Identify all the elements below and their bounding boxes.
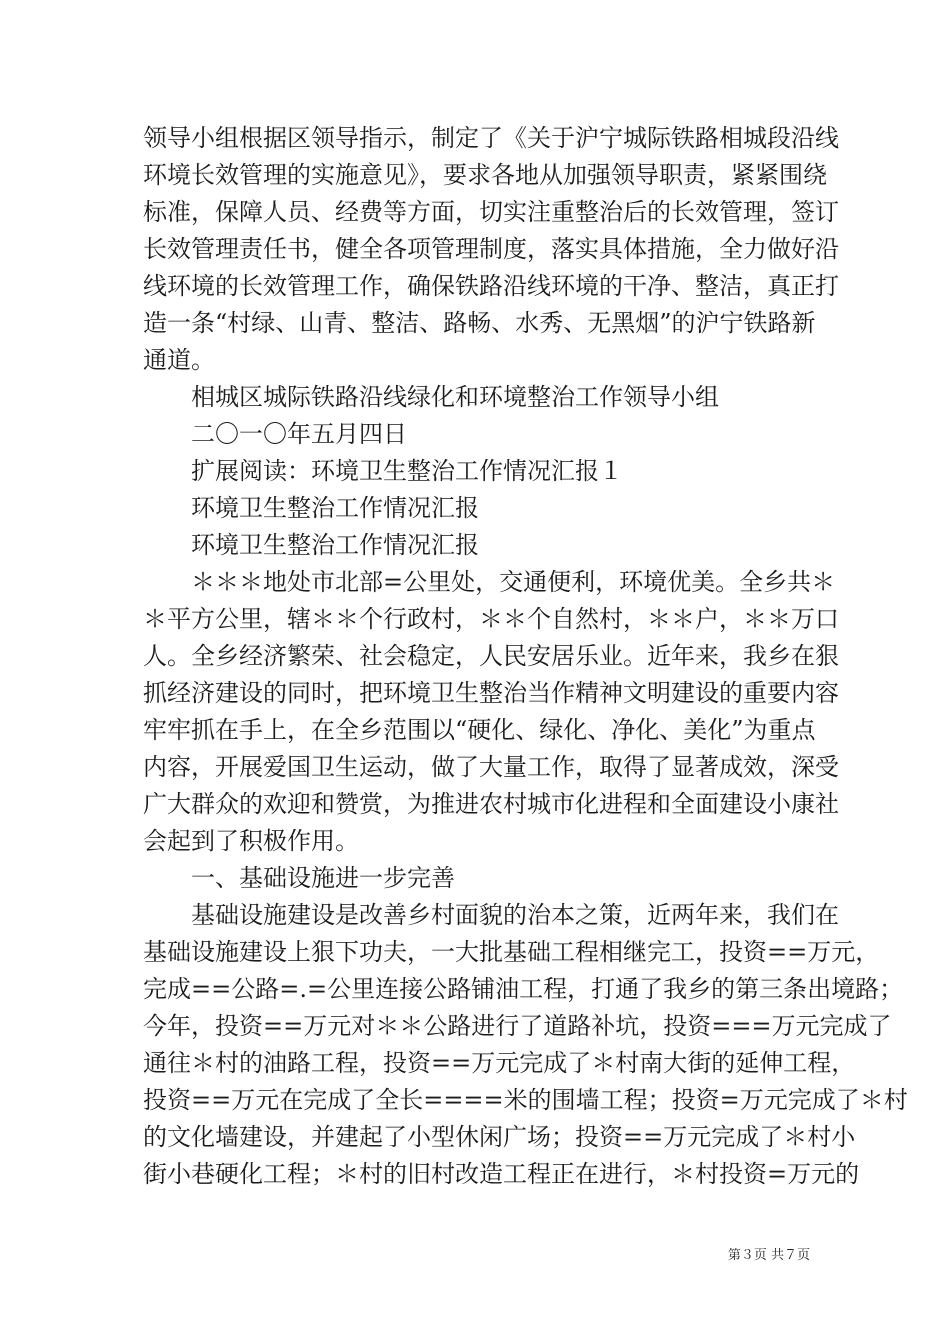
text-line: 造一条“村绿、山青、整洁、路畅、水秀、无黑烟”的沪宁铁路新 <box>143 309 816 337</box>
text-line: 投资==万元在完成了全长====米的围墙工程；投资=万元完成了＊村 <box>143 1086 908 1114</box>
text-line: 相城区城际铁路沿线绿化和环境整治工作领导小组 <box>143 383 719 411</box>
text-line: 今年，投资==万元对＊＊公路进行了道路补坑，投资===万元完成了 <box>143 1012 892 1040</box>
text-line: 线环境的长效管理工作，确保铁路沿线环境的干净、整洁，真正打 <box>143 272 839 300</box>
text-line: 通道。 <box>143 346 215 374</box>
text-line: 领导小组根据区领导指示，制定了《关于沪宁城际铁路相城段沿线 <box>143 124 839 152</box>
text-line: 二〇一〇年五月四日 <box>143 420 407 448</box>
text-line: 基础设施建设是改善乡村面貌的治本之策，近两年来，我们在 <box>143 901 839 929</box>
text-line: ＊平方公里，辖＊＊个行政村，＊＊个自然村，＊＊户，＊＊万口 <box>143 605 839 633</box>
text-line: 环境卫生整治工作情况汇报 <box>143 494 479 522</box>
text-line: 抓经济建设的同时，把环境卫生整治当作精神文明建设的重要内容 <box>143 679 839 707</box>
text-line: 环境长效管理的实施意见》，要求各地从加强领导职责，紧紧围绕 <box>143 161 827 189</box>
text-line: 长效管理责任书，健全各项管理制度，落实具体措施，全力做好沿 <box>143 235 839 263</box>
text-line: 一、基础设施进一步完善 <box>143 864 455 892</box>
body-text <box>143 120 908 1193</box>
text-line: 的文化墙建设，并建起了小型休闲广场；投资==万元完成了＊村小 <box>143 1123 856 1151</box>
text-line: 标准，保障人员、经费等方面，切实注重整治后的长效管理，签订 <box>143 198 839 226</box>
text-line: ＊＊＊地处市北部=公里处，交通便利，环境优美。全乡共＊ <box>143 568 836 596</box>
text-line: 完成==公路=.=公里连接公路铺油工程，打通了我乡的第三条出境路； <box>143 975 904 1003</box>
text-line: 基础设施建设上狠下功夫，一大批基础工程相继完工，投资==万元， <box>143 938 880 966</box>
text-line: 广大群众的欢迎和赞赏，为推进农村城市化进程和全面建设小康社 <box>143 790 839 818</box>
text-line: 街小巷硬化工程；＊村的旧村改造工程正在进行，＊村投资=万元的 <box>143 1160 860 1188</box>
text-line: 内容，开展爱国卫生运动，做了大量工作，取得了显著成效，深受 <box>143 753 839 781</box>
text-line: 扩展阅读：环境卫生整治工作情况汇报１ <box>143 457 623 485</box>
text-line: 环境卫生整治工作情况汇报 <box>143 531 479 559</box>
text-line: 通往＊村的油路工程，投资==万元完成了＊村南大街的延伸工程， <box>143 1049 856 1077</box>
text-line: 牢牢抓在手上，在全乡范围以“硬化、绿化、净化、美化”为重点 <box>143 716 816 744</box>
page-number-footer: 第３页 共７页 <box>727 1248 810 1263</box>
text-line: 人。全乡经济繁荣、社会稳定，人民安居乐业。近年来，我乡在狠 <box>143 642 839 670</box>
text-line: 会起到了积极作用。 <box>143 827 359 855</box>
